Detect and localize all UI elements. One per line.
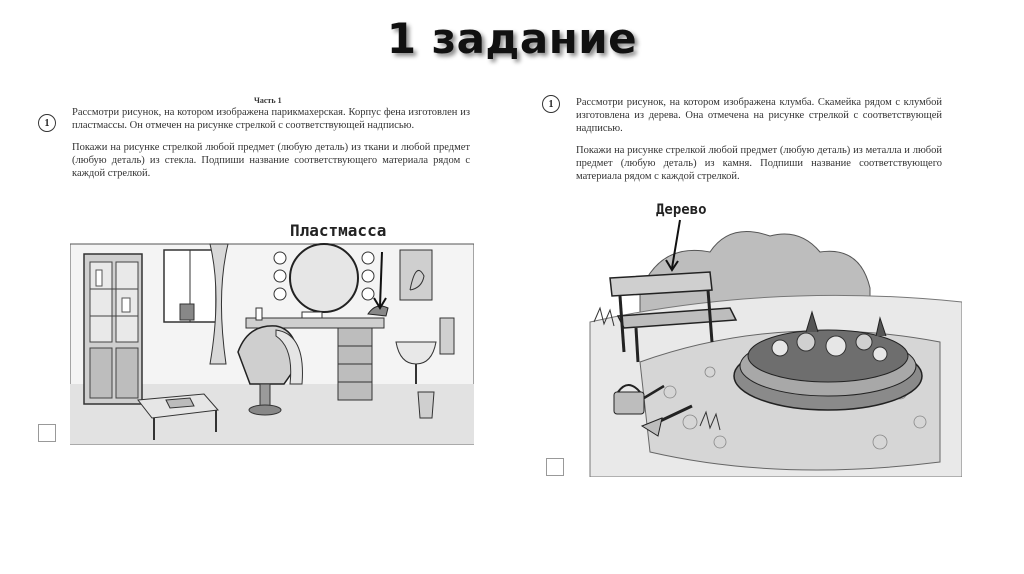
- part-header: Часть 1: [254, 96, 282, 105]
- task-paragraph-1: Рассмотри рисунок, на котором изображена клумба. Скамейка рядом с клумбой изготовлена из дерева. Она отмечена на рисунке стрелкой с соответствующей надписью.: [576, 97, 942, 134]
- glass-cabinet: [84, 254, 142, 404]
- barbershop-illustration: [70, 214, 474, 464]
- task-paragraph-2: Покажи на рисунке стрелкой любой предмет (любую деталь) из ткани и любой предмет (любую деталь) из стекла. Подпиши название соответствующего материала рядом с каждой стрелкой.: [72, 142, 470, 179]
- wall-picture: [400, 250, 432, 300]
- task-panel-left: [30, 92, 476, 462]
- task-text: [576, 96, 942, 192]
- answer-checkbox[interactable]: [38, 424, 56, 442]
- task-paragraph-2: Покажи на рисунке стрелкой любой предмет (любую деталь) из металла и любой предмет (любую деталь) из камня. Подпиши название соответствующего материала рядом с каждой стрелкой.: [576, 145, 942, 182]
- task-number-badge: 1: [38, 114, 56, 132]
- towel: [440, 318, 454, 354]
- answer-checkbox[interactable]: [546, 458, 564, 476]
- label-wood: Дерево: [656, 202, 707, 218]
- flowerbed-illustration: [580, 192, 962, 477]
- slide-title: 1 задание: [386, 14, 638, 63]
- task-number-badge: 1: [542, 95, 560, 113]
- task-text: [72, 106, 470, 189]
- waste-bin: [418, 392, 434, 418]
- task-panel-right: [528, 92, 968, 492]
- task-paragraph-1: Рассмотри рисунок, на котором изображена парикмахерская. Корпус фена изготовлен из пластмассы. Он отмечен на рисунке стрелкой с соответствующей надписью.: [72, 107, 470, 131]
- label-plastic: Пластмасса: [290, 221, 387, 240]
